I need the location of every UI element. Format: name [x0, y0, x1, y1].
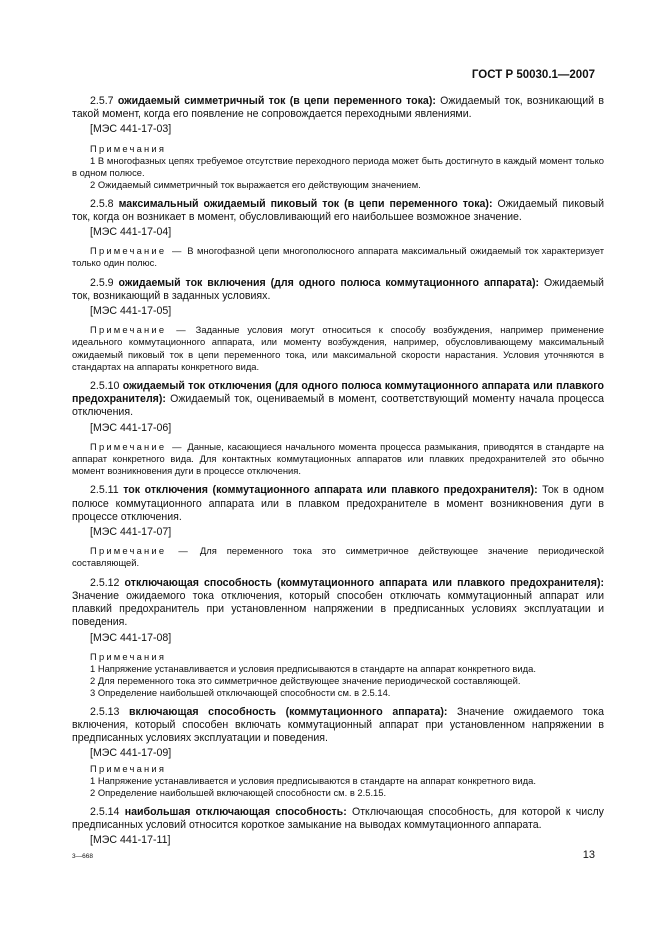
note-item: 1 В многофазных цепях требуемое отсутствие переходного периода может быть достигнуто в каждый момент только в одном полюсе. — [72, 154, 604, 178]
clause-term: наибольшая отключающая способность: — [124, 805, 347, 818]
clause-definition: Значение ожидаемого тока отключения, который способен отключать коммутационный аппарат или плавкий предохранитель при установленном напряжении в предписанных условиях эксплуатации и поведения. — [72, 589, 604, 629]
clause-2-5-12 — [72, 577, 604, 630]
clause-number: 2.5.12 — [90, 576, 120, 589]
note-text: Данные, касающиеся начального момента процесса размыкания, приводятся в стандарте на аппарат конкретного вида. Для контактных коммутационных аппаратов или плавких предохранителей это обычно момент возникновения дуги в процессе отключения. — [72, 440, 604, 477]
notes-heading: Примечания — [90, 762, 167, 774]
clause-definition: Ток в одном полюсе коммутационного аппарата или в плавком предохранителе в момент возникновения дуги в процессе отключения. — [72, 484, 604, 523]
clause-definition: Значение ожидаемого тока включения, который способен включать коммутационный аппарат при установленном напряжении в предписанных условиях эксплуатации и поведения. — [72, 705, 604, 745]
sheet-mark: 3—668 — [72, 853, 93, 860]
note-item: 1 Напряжение устанавливается и условия предписываются в стандарте на аппарат конкретного вида. — [90, 662, 536, 674]
iec-reference: [МЭС 441-17-05] — [90, 305, 172, 318]
note-text: Заданные условия могут относиться к способу возбуждения, например применение идеального коммутационного аппарата, или моменту возбуждения, например, обусловливающему максимальный ожидаемый пиковый ток в цепи переменного тока, или максимальной скорости нарастания. Условия уточняются в стандартах на аппараты конкретного вида. — [72, 324, 605, 372]
iec-reference: [МЭС 441-17-11] — [90, 833, 171, 846]
notes-heading: Примечания — [90, 650, 167, 662]
clause-term: включающая способность (коммутационного аппарата): — [129, 705, 448, 718]
iec-reference: [МЭС 441-17-06] — [90, 421, 172, 434]
document-body — [72, 95, 604, 853]
note-item: 2 Определение наибольшей включающей способности см. в 2.5.15. — [90, 786, 387, 798]
note-item: 2 Для переменного тока это симметричное действующее значение периодической составляющей. — [90, 674, 521, 686]
clause-2-5-11 — [72, 484, 604, 524]
clause-2-5-9 — [72, 277, 604, 303]
note-item: 3 Определение наибольшей отключающей способности см. в 2.5.14. — [90, 686, 391, 698]
clause-number: 2.5.11 — [90, 484, 119, 497]
note-label: Примечание — — [90, 440, 184, 452]
clause-definition: Ожидаемый ток, возникающий в такой момент, когда его появление не сопровождается переходными явлениями. — [72, 95, 604, 121]
clause-term: отключающая способность (коммутационного аппарата или плавкого предохранителя): — [124, 576, 604, 589]
note-text: Для переменного тока это симметричное действующее значение периодической составляющей. — [72, 545, 604, 569]
page-number: 13 — [582, 849, 595, 861]
clause-2-5-8 — [72, 198, 604, 224]
clause-term: ожидаемый симметричный ток (в цепи переменного тока): — [117, 95, 436, 107]
clause-term: ожидаемый ток включения (для одного полюса коммутационного аппарата): — [118, 276, 540, 289]
document-standard-number: ГОСТ Р 50030.1—2007 — [471, 69, 595, 81]
clause-number: 2.5.8 — [90, 197, 114, 210]
clause-definition: Ожидаемый пиковый ток, когда он возникает в момент, обусловливающий его наибольшее возможное значение. — [72, 197, 605, 223]
iec-reference: [МЭС 441-17-08] — [90, 631, 172, 644]
clause-2-5-7 — [72, 95, 604, 121]
notes-heading: Примечания — [90, 142, 167, 154]
note-item: 2 Ожидаемый симметричный ток выражается его действующим значением. — [90, 178, 421, 190]
clause-number: 2.5.10 — [90, 380, 120, 393]
note-label: Примечание — — [90, 545, 190, 557]
iec-reference: [МЭС 441-17-04] — [90, 226, 172, 239]
clause-term: ожидаемый ток отключения (для одного полюса коммутационного аппарата или плавкого предохранителя): — [72, 380, 604, 406]
clause-number: 2.5.13 — [90, 705, 120, 718]
clause-definition: Отключающая способность, для которой к числу предписанных условий относится короткое замыкание на выводах коммутационного аппарата. — [72, 805, 604, 831]
note-label: Примечание — — [90, 245, 184, 257]
note-item: 1 Напряжение устанавливается и условия предписываются в стандарте на аппарат конкретного вида. — [90, 774, 536, 786]
clause-number: 2.5.9 — [90, 276, 114, 289]
note — [72, 245, 604, 269]
clause-number: 2.5.14 — [90, 805, 120, 818]
clause-number: 2.5.7 — [90, 95, 114, 107]
clause-2-5-10 — [72, 380, 604, 420]
note — [72, 324, 604, 373]
note — [72, 441, 604, 478]
clause-definition: Ожидаемый ток, возникающий в заданных условиях. — [72, 276, 604, 302]
clause-definition: Ожидаемый ток, оцениваемый в момент, соответствующий моменту начала процесса отключения. — [72, 393, 605, 419]
clause-term: ток отключения (коммутационного аппарата или плавкого предохранителя): — [123, 484, 538, 497]
clause-term: максимальный ожидаемый пиковый ток (в цепи переменного тока): — [118, 197, 493, 210]
note — [72, 545, 604, 569]
iec-reference: [МЭС 441-17-09] — [90, 747, 172, 760]
note-label: Примечание — — [90, 324, 188, 336]
clause-2-5-13 — [72, 706, 604, 746]
iec-reference: [МЭС 441-17-07] — [90, 526, 172, 539]
iec-reference: [МЭС 441-17-03] — [90, 123, 172, 136]
note-text: В многофазной цепи многополюсного аппарата максимальный ожидаемый ток характеризует только один полюс. — [72, 245, 604, 269]
clause-2-5-14 — [72, 806, 604, 832]
